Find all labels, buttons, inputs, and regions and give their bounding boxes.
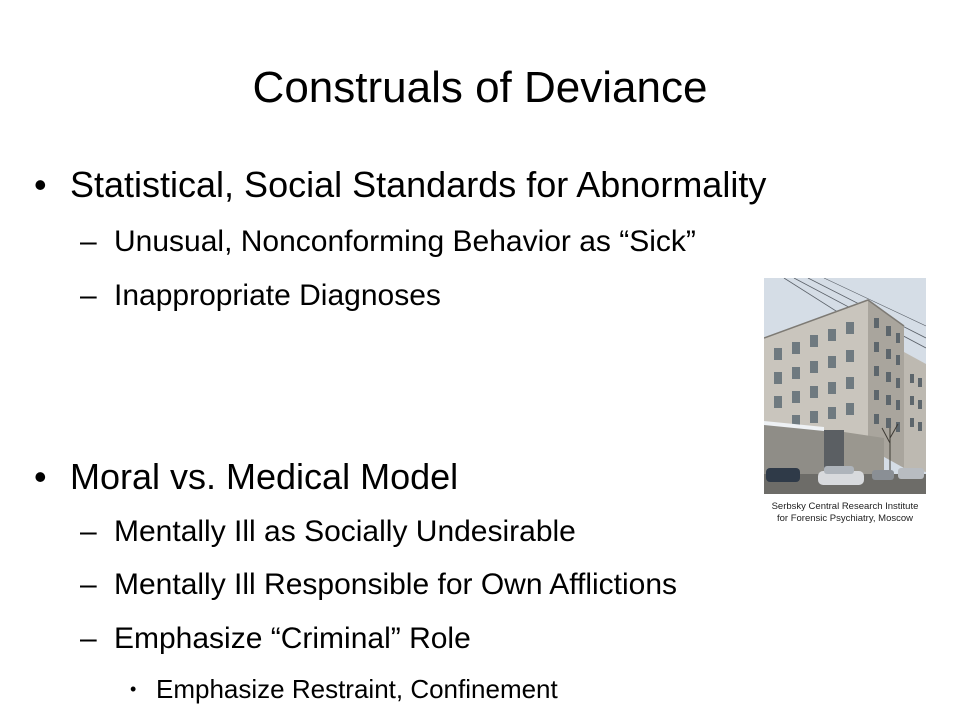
subbullet-text: Mentally Ill as Socially Undesirable bbox=[114, 515, 576, 548]
subbullet-text: Unusual, Nonconforming Behavior as “Sick” bbox=[114, 225, 696, 258]
dash-marker: – bbox=[80, 225, 97, 258]
subbullet-text: Inappropriate Diagnoses bbox=[114, 279, 441, 312]
photo-caption bbox=[752, 501, 938, 525]
building-photo bbox=[764, 278, 926, 494]
slide-title: Construals of Deviance bbox=[252, 63, 708, 112]
bullet-text: Moral vs. Medical Model bbox=[70, 456, 459, 497]
subbullet-text: Mentally Ill Responsible for Own Afflictions bbox=[114, 568, 678, 601]
dash-marker: – bbox=[80, 515, 97, 548]
dash-marker: – bbox=[80, 279, 97, 312]
bullet-marker: • bbox=[130, 679, 137, 699]
photo-caption-line2: for Forensic Psychiatry, Moscow bbox=[776, 513, 914, 524]
dash-marker: – bbox=[80, 622, 97, 655]
bullet-text: Statistical, Social Standards for Abnormality bbox=[70, 164, 767, 205]
photo-caption-line1: Serbsky Central Research Institute bbox=[771, 501, 919, 512]
bullet-marker: • bbox=[34, 164, 47, 205]
dash-marker: – bbox=[80, 568, 97, 601]
subsubbullet-text: Emphasize Restraint, Confinement bbox=[156, 674, 558, 704]
building-illustration bbox=[764, 278, 926, 494]
subbullet-text: Emphasize “Criminal” Role bbox=[114, 622, 471, 655]
bullet-marker: • bbox=[34, 456, 47, 497]
